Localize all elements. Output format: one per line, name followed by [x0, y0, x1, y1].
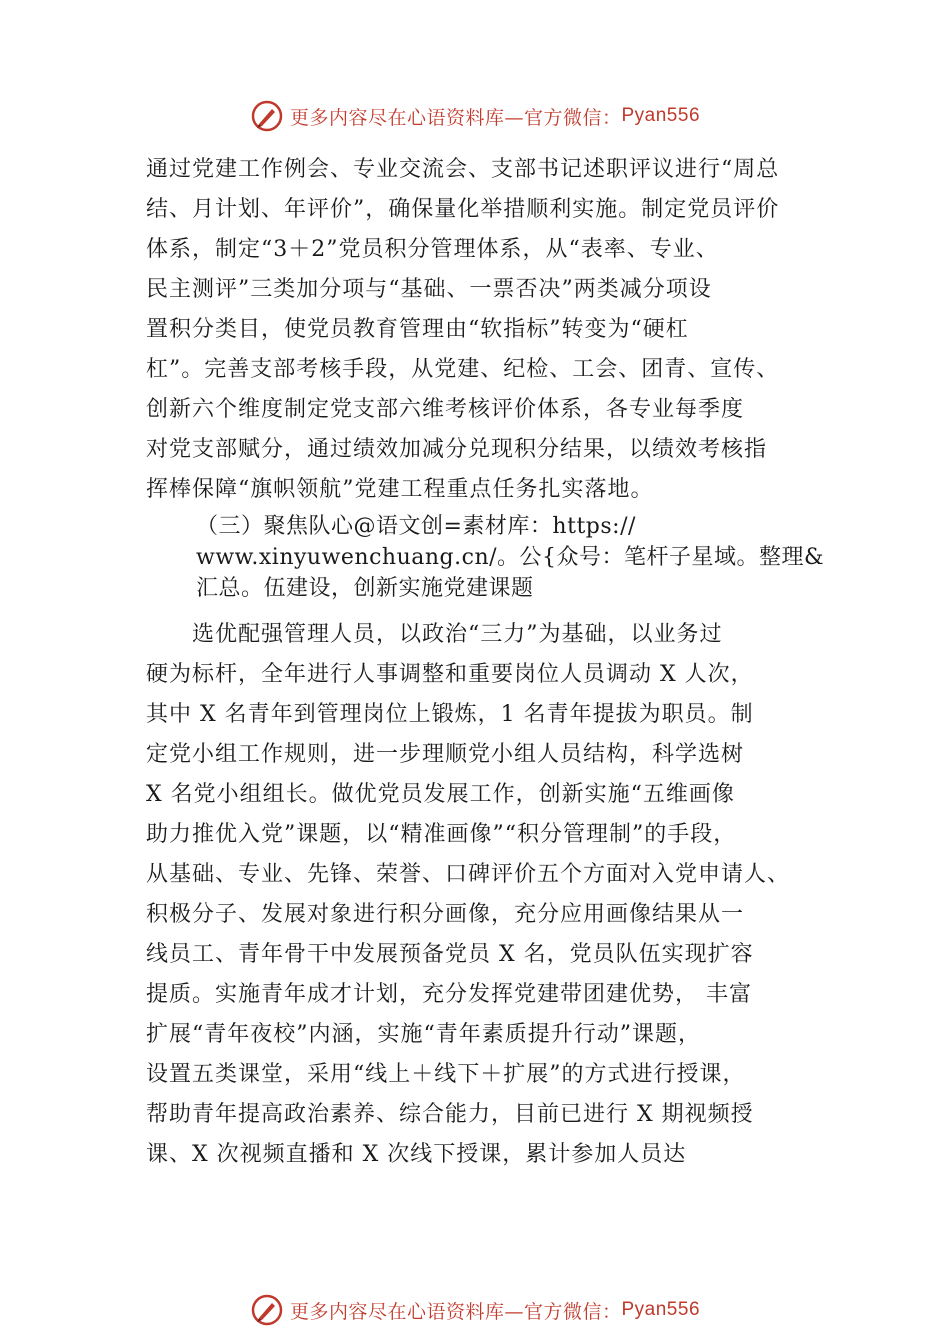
text-line: 民主测评”三类加分项与“基础、一票否决”两类减分项设: [146, 277, 712, 302]
text-line: 对党支部赋分，通过绩效加减分兑现积分结果，以绩效考核指: [146, 437, 768, 462]
paragraph-2: [146, 615, 836, 1175]
text-line: 提质。实施青年成才计划，充分发挥党建带团建优势， 丰富: [146, 982, 752, 1007]
text-line: 积极分子、发展对象进行积分画像，充分应用画像结果从一: [146, 902, 745, 927]
text-line: X 名党小组组长。做优党员发展工作，创新实施“五维画像: [146, 782, 735, 807]
heading-line: www.xinyuwenchuang.cn/。公{众号：笔杆子星域。整理&: [196, 545, 825, 570]
heading-line: 汇总。伍建设，创新实施党建课题: [196, 576, 534, 601]
text-line: 其中 X 名青年到管理岗位上锻炼，1 名青年提拔为职员。制: [146, 702, 754, 727]
text-line: 定党小组工作规则，进一步理顺党小组人员结构，科学选树: [146, 742, 745, 767]
text-line: 硬为标杆，全年进行人事调整和重要岗位人员调动 X 人次，: [146, 662, 754, 687]
text-line: 置积分类目，使党员教育管理由“软指标”转变为“硬杠: [146, 317, 689, 342]
footer-banner: [0, 1290, 950, 1330]
text-line: 助力推优入党”课题，以“精准画像”“积分管理制”的手段，: [146, 822, 737, 847]
text-line: 课、X 次视频直播和 X 次线下授课，累计参加人员达: [146, 1142, 687, 1167]
heading-line: （三）聚焦队心@语文创=素材库：https://: [196, 514, 636, 539]
text-line: 扩展“青年夜校”内涵，实施“青年素质提升行动”课题，: [146, 1022, 701, 1047]
text-line: 帮助青年提高政治素养、综合能力，目前已进行 X 期视频授: [146, 1102, 754, 1127]
text-line: 杠”。完善支部考核手段，从党建、纪检、工会、团青、宣传、: [146, 357, 780, 382]
text-line: 结、月计划、年评价”，确保量化举措顺利实施。制定党员评价: [146, 197, 780, 222]
pen-logo-icon: [250, 99, 284, 133]
text-line: 挥棒保障“旗帜领航”党建工程重点任务扎实落地。: [146, 477, 654, 502]
banner-text: 更多内容尽在心语资料库—官方微信：: [289, 1300, 622, 1323]
text-line: 通过党建工作例会、专业交流会、支部书记述职评议进行“周总: [146, 157, 780, 182]
banner-contact: Pyan556: [621, 105, 701, 126]
banner-text: 更多内容尽在心语资料库—官方微信：: [289, 106, 622, 129]
paragraph-1: [146, 150, 826, 510]
text-line: 从基础、专业、先锋、荣誉、口碑评价五个方面对入党申请人、: [146, 862, 791, 887]
text-line: 设置五类课堂，采用“线上＋线下＋扩展”的方式进行授课，: [146, 1062, 746, 1087]
section-heading: [196, 511, 846, 604]
text-line: 线员工、青年骨干中发展预备党员 X 名，党员队伍实现扩容: [146, 942, 754, 967]
banner-contact: Pyan556: [621, 1299, 701, 1320]
text-line: 创新六个维度制定党支部六维考核评价体系，各专业每季度: [146, 397, 745, 422]
header-banner: [0, 96, 950, 136]
pen-logo-icon: [250, 1293, 284, 1327]
text-line: 选优配强管理人员，以政治“三力”为基础，以业务过: [146, 622, 723, 647]
text-line: 体系，制定“3＋2”党员积分管理体系，从“表率、专业、: [146, 237, 719, 262]
